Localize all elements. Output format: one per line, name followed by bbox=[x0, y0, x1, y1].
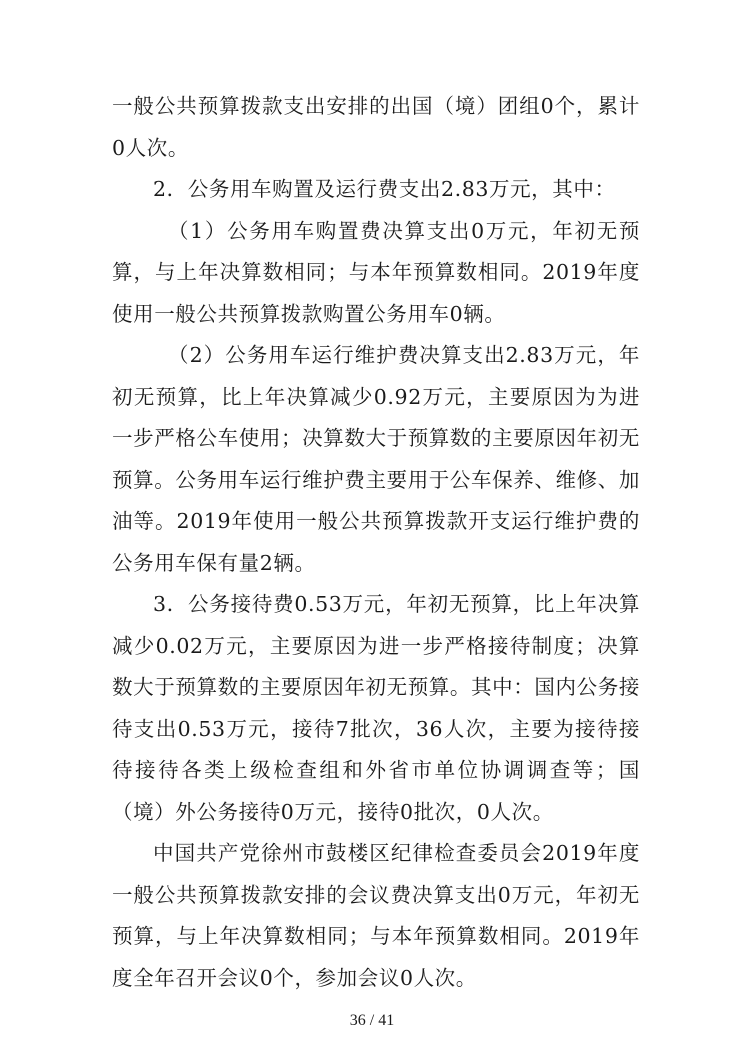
paragraph-outbound-groups: 一般公共预算拨款支出安排的出国（境）团组0个，累计0人次。 bbox=[112, 94, 640, 160]
paragraph-vehicle-purchase: （1）公务用车购置费决算支出0万元，年初无预算，与上年决算数相同；与本年预算数相同。2019年度使用一般公共预算拨款购置公务用车0辆。 bbox=[112, 218, 640, 326]
body-text bbox=[112, 86, 640, 999]
paragraph-vehicle-costs-heading: 2．公务用车购置及运行费支出2.83万元，其中： bbox=[153, 177, 616, 201]
page-number: 36 / 41 bbox=[349, 1012, 395, 1029]
paragraph-vehicle-maintenance: （2）公务用车运行维护费决算支出2.83万元，年初无预算，比上年决算减少0.92万元，主要原因为为进一步严格公车使用；决算数大于预算数的主要原因年初无预算。公务用车运行维护费主要用于公车保养、维修、加油等。2019年使用一般公共预算拨款开支运行维护费的公务用车保有量2辆。 bbox=[112, 343, 640, 575]
paragraph-meeting-costs: 中国共产党徐州市鼓楼区纪律检查委员会2019年度一般公共预算拨款安排的会议费决算支出0万元，年初无预算，与上年决算数相同；与本年预算数相同。2019年度全年召开会议0个，参加会议0人次。 bbox=[112, 841, 640, 990]
paragraph-reception-costs: 3．公务接待费0.53万元，年初无预算，比上年决算减少0.02万元，主要原因为进一步严格接待制度；决算数大于预算数的主要原因年初无预算。其中：国内公务接待支出0.53万元，接待7批次，36人次，主要为接待接待接待各类上级检查组和外省市单位协调调查等；国（境）外公务接待0万元，接待0批次，0人次。 bbox=[112, 592, 640, 824]
